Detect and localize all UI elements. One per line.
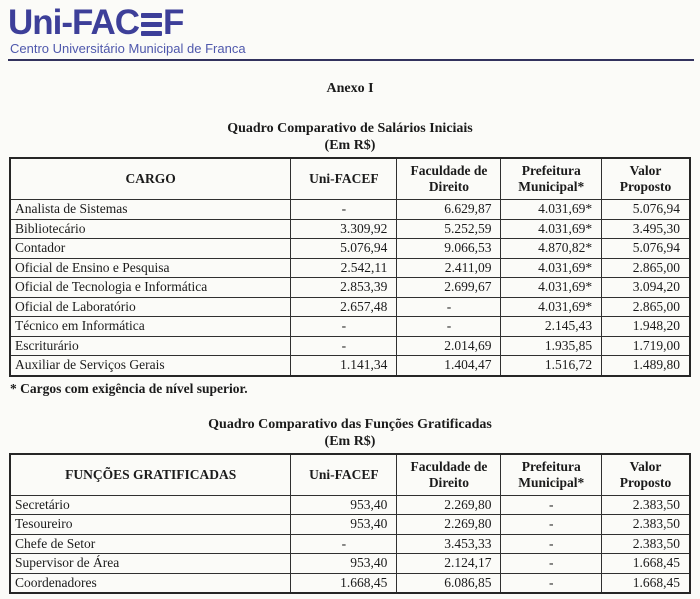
value-cell: - <box>291 200 397 220</box>
unifacef-logo <box>8 3 694 42</box>
logo-text-suffix: F <box>163 3 184 42</box>
table-row <box>10 239 690 259</box>
value-cell: 4.031,69* <box>501 297 602 317</box>
value-cell: 4.870,82* <box>501 239 602 259</box>
row-label: Oficial de Tecnologia e Informática <box>10 278 291 298</box>
table-row <box>10 219 690 239</box>
row-label: Escriturário <box>10 336 291 356</box>
row-label: Chefe de Setor <box>10 534 291 554</box>
value-cell: 2.269,80 <box>397 515 501 535</box>
column-header: Valor Proposto <box>602 454 690 496</box>
table-row <box>10 258 690 278</box>
row-label: Secretário <box>10 495 291 515</box>
value-cell: 2.657,48 <box>291 297 397 317</box>
column-header: Faculdade de Direito <box>397 454 501 496</box>
value-cell: 2.853,39 <box>291 278 397 298</box>
table-header-row <box>10 158 690 200</box>
value-cell: 953,40 <box>291 554 397 574</box>
table-header-row <box>10 454 690 496</box>
value-cell: 1.935,85 <box>501 336 602 356</box>
table1-title: Quadro Comparativo de Salários Iniciais <box>227 121 473 136</box>
value-cell: 4.031,69* <box>501 258 602 278</box>
value-cell: 2.865,00 <box>602 297 690 317</box>
table-row <box>10 515 690 535</box>
column-header: Valor Proposto <box>602 158 690 200</box>
value-cell: 3.094,20 <box>602 278 690 298</box>
value-cell: 1.719,00 <box>602 336 690 356</box>
value-cell: - <box>501 554 602 574</box>
value-cell: 5.076,94 <box>602 200 690 220</box>
value-cell: 2.269,80 <box>397 495 501 515</box>
table-row <box>10 356 690 376</box>
value-cell: 2.383,50 <box>602 515 690 535</box>
value-cell: 3.309,92 <box>291 219 397 239</box>
value-cell: 2.865,00 <box>602 258 690 278</box>
table-row <box>10 534 690 554</box>
header-divider <box>8 59 694 61</box>
table2-title: Quadro Comparativo das Funções Gratificadas <box>208 416 492 432</box>
column-header: Prefeitura Municipal* <box>501 454 602 496</box>
value-cell: 4.031,69* <box>501 219 602 239</box>
value-cell: - <box>397 297 501 317</box>
value-cell: 1.668,45 <box>291 573 397 593</box>
row-label: Oficial de Laboratório <box>10 297 291 317</box>
value-cell: 5.252,59 <box>397 219 501 239</box>
table-row <box>10 495 690 515</box>
table-row <box>10 297 690 317</box>
gratified-functions-table <box>9 453 691 595</box>
salary-comparison-table <box>9 157 691 377</box>
column-header: FUNÇÕES GRATIFICADAS <box>10 454 291 496</box>
column-header: Prefeitura Municipal* <box>501 158 602 200</box>
value-cell: 1.668,45 <box>602 573 690 593</box>
column-header: Uni-FACEF <box>291 454 397 496</box>
value-cell: 1.141,34 <box>291 356 397 376</box>
value-cell: 2.542,11 <box>291 258 397 278</box>
table-row <box>10 336 690 356</box>
value-cell: - <box>291 336 397 356</box>
table-row <box>10 278 690 298</box>
value-cell: - <box>291 534 397 554</box>
value-cell: 1.516,72 <box>501 356 602 376</box>
value-cell: 1.668,45 <box>602 554 690 574</box>
value-cell: 4.031,69* <box>501 200 602 220</box>
value-cell: 2.145,43 <box>501 317 602 337</box>
row-label: Analista de Sistemas <box>10 200 291 220</box>
value-cell: 1.404,47 <box>397 356 501 376</box>
table2-currency-note: (Em R$) <box>324 433 376 449</box>
value-cell: 2.383,50 <box>602 495 690 515</box>
table1-currency-note: (Em R$) <box>324 138 376 153</box>
institution-subtitle: Centro Universitário Municipal de Franca <box>10 41 246 56</box>
value-cell: - <box>501 534 602 554</box>
value-cell: 1.489,80 <box>602 356 690 376</box>
value-cell: - <box>501 515 602 535</box>
value-cell: 953,40 <box>291 495 397 515</box>
table-row <box>10 200 690 220</box>
logo-tribar-e-icon <box>141 13 162 36</box>
value-cell: 1.948,20 <box>602 317 690 337</box>
letterhead <box>0 0 700 61</box>
value-cell: - <box>291 317 397 337</box>
row-label: Supervisor de Área <box>10 554 291 574</box>
table-row <box>10 554 690 574</box>
row-label: Auxiliar de Serviços Gerais <box>10 356 291 376</box>
value-cell: - <box>501 495 602 515</box>
table-row <box>10 317 690 337</box>
value-cell: 2.383,50 <box>602 534 690 554</box>
value-cell: 2.124,17 <box>397 554 501 574</box>
value-cell: 9.066,53 <box>397 239 501 259</box>
column-header: CARGO <box>10 158 291 200</box>
value-cell: 2.411,09 <box>397 258 501 278</box>
table1-footnote: * Cargos com exigência de nível superior. <box>10 380 248 396</box>
value-cell: 5.076,94 <box>602 239 690 259</box>
value-cell: 6.086,85 <box>397 573 501 593</box>
row-label: Contador <box>10 239 291 259</box>
column-header: Uni-FACEF <box>291 158 397 200</box>
row-label: Coordenadores <box>10 573 291 593</box>
value-cell: 4.031,69* <box>501 278 602 298</box>
row-label: Tesoureiro <box>10 515 291 535</box>
value-cell: 2.014,69 <box>397 336 501 356</box>
value-cell: 5.076,94 <box>291 239 397 259</box>
value-cell: - <box>397 317 501 337</box>
logo-text-prefix: Uni-FAC <box>8 3 140 42</box>
value-cell: 3.453,33 <box>397 534 501 554</box>
row-label: Bibliotecário <box>10 219 291 239</box>
value-cell: 3.495,30 <box>602 219 690 239</box>
value-cell: - <box>501 573 602 593</box>
anexo-heading: Anexo I <box>326 81 374 96</box>
row-label: Oficial de Ensino e Pesquisa <box>10 258 291 278</box>
table-row <box>10 573 690 593</box>
value-cell: 2.699,67 <box>397 278 501 298</box>
value-cell: 6.629,87 <box>397 200 501 220</box>
column-header: Faculdade de Direito <box>397 158 501 200</box>
value-cell: 953,40 <box>291 515 397 535</box>
row-label: Técnico em Informática <box>10 317 291 337</box>
